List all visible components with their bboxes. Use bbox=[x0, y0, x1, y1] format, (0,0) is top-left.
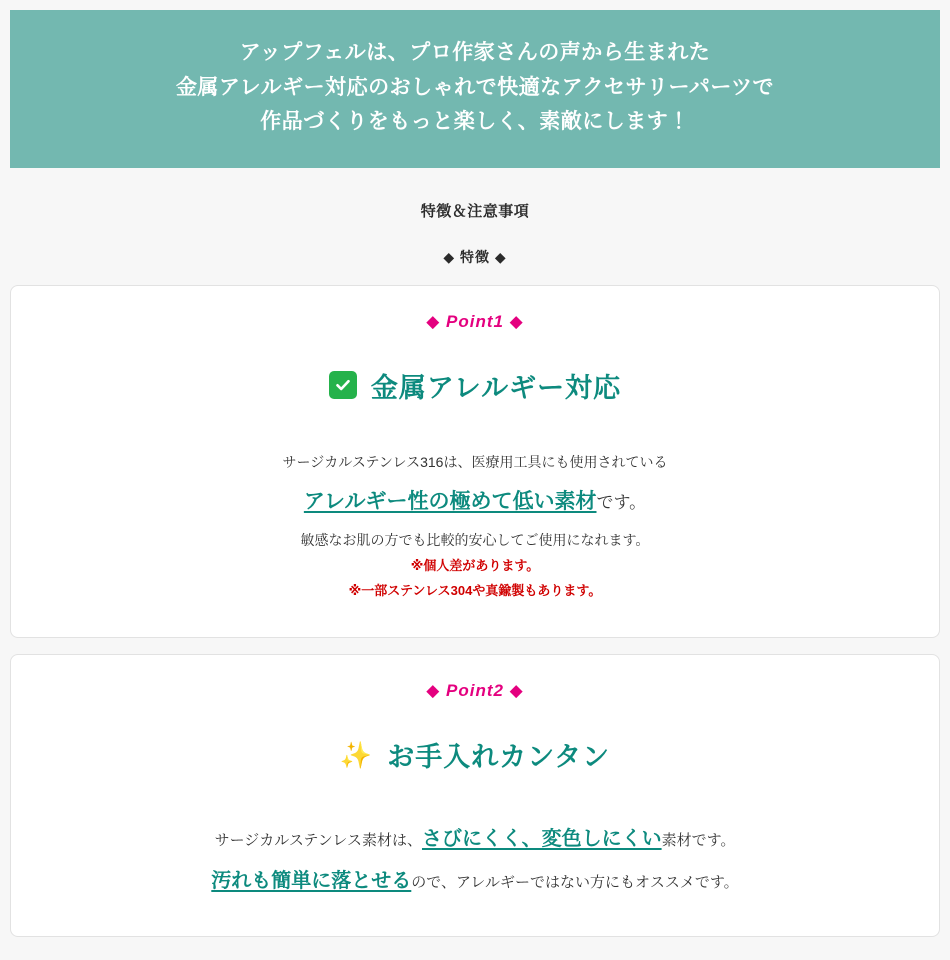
hero-banner bbox=[10, 10, 940, 168]
card-heading-1-text: 金属アレルギー対応 bbox=[370, 372, 622, 403]
card1-note-1: ※個人差があります。 bbox=[410, 558, 540, 573]
green-check-icon bbox=[329, 371, 357, 399]
page-root bbox=[0, 10, 950, 937]
card-heading-2 bbox=[41, 735, 909, 774]
card-heading-1 bbox=[41, 366, 909, 405]
card1-line-1: サージカルステンレス316は、医療用工具にも使用されている bbox=[282, 453, 668, 470]
card2-line-2-tail: ので、アレルギーではない方にもオススメです。 bbox=[411, 874, 739, 892]
card1-line-3: 敏感なお肌の方でも比較的安心してご使用になれます。 bbox=[300, 532, 650, 549]
card2-line-2 bbox=[41, 860, 909, 902]
card2-line-1 bbox=[41, 818, 909, 860]
card1-line-2 bbox=[41, 482, 909, 522]
feature-card-point1 bbox=[10, 285, 940, 638]
card2-line-1-emphasis: さびにくく、変色しにくい bbox=[421, 828, 662, 851]
point-label-2: ◆ Point2 ◆ bbox=[426, 681, 524, 701]
card1-emphasis-tail: です。 bbox=[596, 492, 647, 512]
card2-line-1-head: サージカルステンレス素材は、 bbox=[214, 832, 422, 850]
card2-line-2-emphasis: 汚れも簡単に落とせる bbox=[211, 870, 412, 893]
section-subtitle: ◆ 特徴 ◆ bbox=[443, 248, 507, 265]
sparkles-icon: ✨ bbox=[339, 739, 374, 770]
card-heading-2-text: お手入れカンタン bbox=[387, 742, 611, 773]
section-title: 特徴＆注意事項 bbox=[420, 202, 530, 220]
card2-line-1-tail: 素材です。 bbox=[661, 832, 736, 850]
point-label-1: ◆ Point1 ◆ bbox=[426, 311, 524, 331]
card1-note-2: ※一部ステンレス304や真鍮製もあります。 bbox=[348, 582, 602, 598]
hero-line-1: アップフェルは、プロ作家さんの声から生まれた bbox=[239, 41, 711, 64]
feature-card-point2 bbox=[10, 654, 940, 937]
card1-emphasis: アレルギー性の極めて低い素材 bbox=[303, 489, 597, 513]
hero-line-3: 作品づくりをもっと楽しく、素敵にします！ bbox=[260, 110, 690, 134]
hero-line-2: 金属アレルギー対応のおしゃれで快適なアクセサリーパーツで bbox=[175, 75, 775, 99]
